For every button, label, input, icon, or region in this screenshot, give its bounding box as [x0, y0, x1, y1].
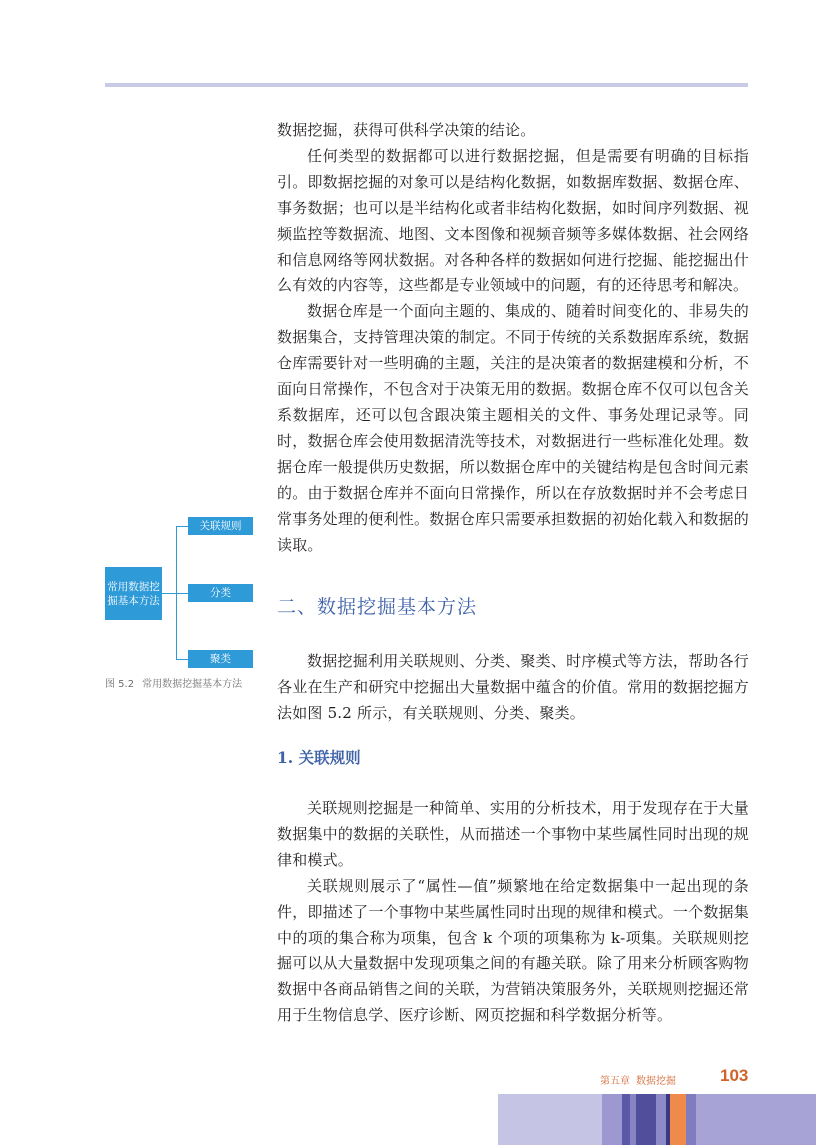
strip-band: [602, 1094, 622, 1145]
strip-band: [498, 1094, 602, 1145]
connector-root: [162, 593, 176, 594]
paragraph-continued: 数据挖掘，获得可供科学决策的结论。: [277, 121, 536, 139]
figure-caption: [105, 677, 255, 693]
connector-leaf-3: [176, 659, 188, 660]
subsection-heading: 1. 关联规则: [277, 748, 361, 767]
paragraph-association-detail: 关联规则展示了“属性—值”频繁地在给定数据集中一起出现的条件，即描述了一个事物中某些属性同时出现的规律和模式。一个数据集中的项的集合称为项集，包含 k 个项的项集称为 k-项集。关联规则挖掘可以从大量数据中发现项集之间的有趣关联。除了用来分析顾客购物数据中各商品销售之间的关联，为营销决策服务外，关联规则挖掘还常用于生物信息学、医疗诊断、网页挖掘和科学数据分析等。: [277, 876, 749, 1025]
strip-band: [656, 1094, 666, 1145]
paragraph-association-def: 关联规则挖掘是一种简单、实用的分析技术，用于发现存在于大量数据集中的数据的关联性，从而描述一个事物中某些属性同时出现的规律和模式。: [277, 799, 749, 869]
figure-leaf-clustering: 聚类: [188, 650, 253, 668]
figure-caption-number: 图 5.2: [105, 679, 135, 690]
figure-root-node: 常用数据挖掘基本方法: [105, 567, 162, 620]
strip-band: [670, 1094, 686, 1145]
running-footer: [600, 1072, 682, 1087]
paragraph-methods-intro: 数据挖掘利用关联规则、分类、聚类、时序模式等方法，帮助各行各业在生产和研究中挖掘出大量数据中蕴含的价值。常用的数据挖掘方法如图 5.2 所示，有关联规则、分类、聚类。: [277, 652, 749, 722]
figure-caption-text: 常用数据挖掘基本方法: [142, 679, 243, 690]
figure-leaf-classification: 分类: [188, 584, 253, 602]
section-heading: 二、数据挖掘基本方法: [277, 596, 478, 618]
text-block-top: [277, 118, 749, 558]
text-block-association: [277, 796, 749, 1029]
paragraph-data-warehouse: 数据仓库是一个面向主题的、集成的、随着时间变化的、非易失的数据集合，支持管理决策的制定。不同于传统的关系数据库系统，数据仓库需要针对一些明确的主题，关注的是决策者的数据建模和分析，不面向日常操作，不包含对于决策无用的数据。数据仓库不仅可以包含关系数据库，还可以包含跟决策主题相关的文件、事务处理记录等。同时，数据仓库会使用数据清洗等技术，对数据进行一些标准化处理。数据仓库一般提供历史数据，所以数据仓库中的关键结构是包含时间元素的。由于数据仓库并不面向日常操作，所以在存放数据时并不会考虑日常事务处理的便利性。数据仓库只需要承担数据的初始化载入和数据的读取。: [277, 302, 749, 554]
paragraph-data-types: 任何类型的数据都可以进行数据挖掘，但是需要有明确的目标指引。即数据挖掘的对象可以是结构化数据，如数据库数据、数据仓库、事务数据；也可以是半结构化或者非结构化数据，如时间序列数据、视频监控等数据流、地图、文本图像和视频音频等多媒体数据、社会网络和信息网络等网状数据。对各种各样的数据如何进行挖掘、能挖掘出什么有效的内容等，这些都是专业领域中的问题，有的还待思考和解决。: [277, 146, 749, 295]
strip-band: [636, 1094, 656, 1145]
text-block-methods: [277, 649, 749, 727]
strip-band: [696, 1094, 816, 1145]
figure-leaf-association: 关联规则: [188, 517, 253, 535]
footer-chapter-title: 数据挖掘: [636, 1076, 676, 1087]
connector-leaf-1: [176, 526, 188, 527]
strip-band: [622, 1094, 630, 1145]
footer-chapter: 第五章: [600, 1076, 630, 1087]
connector-leaf-2: [176, 593, 188, 594]
header-rule: [105, 83, 748, 87]
page-number: 103: [720, 1066, 749, 1085]
strip-band: [686, 1094, 696, 1145]
